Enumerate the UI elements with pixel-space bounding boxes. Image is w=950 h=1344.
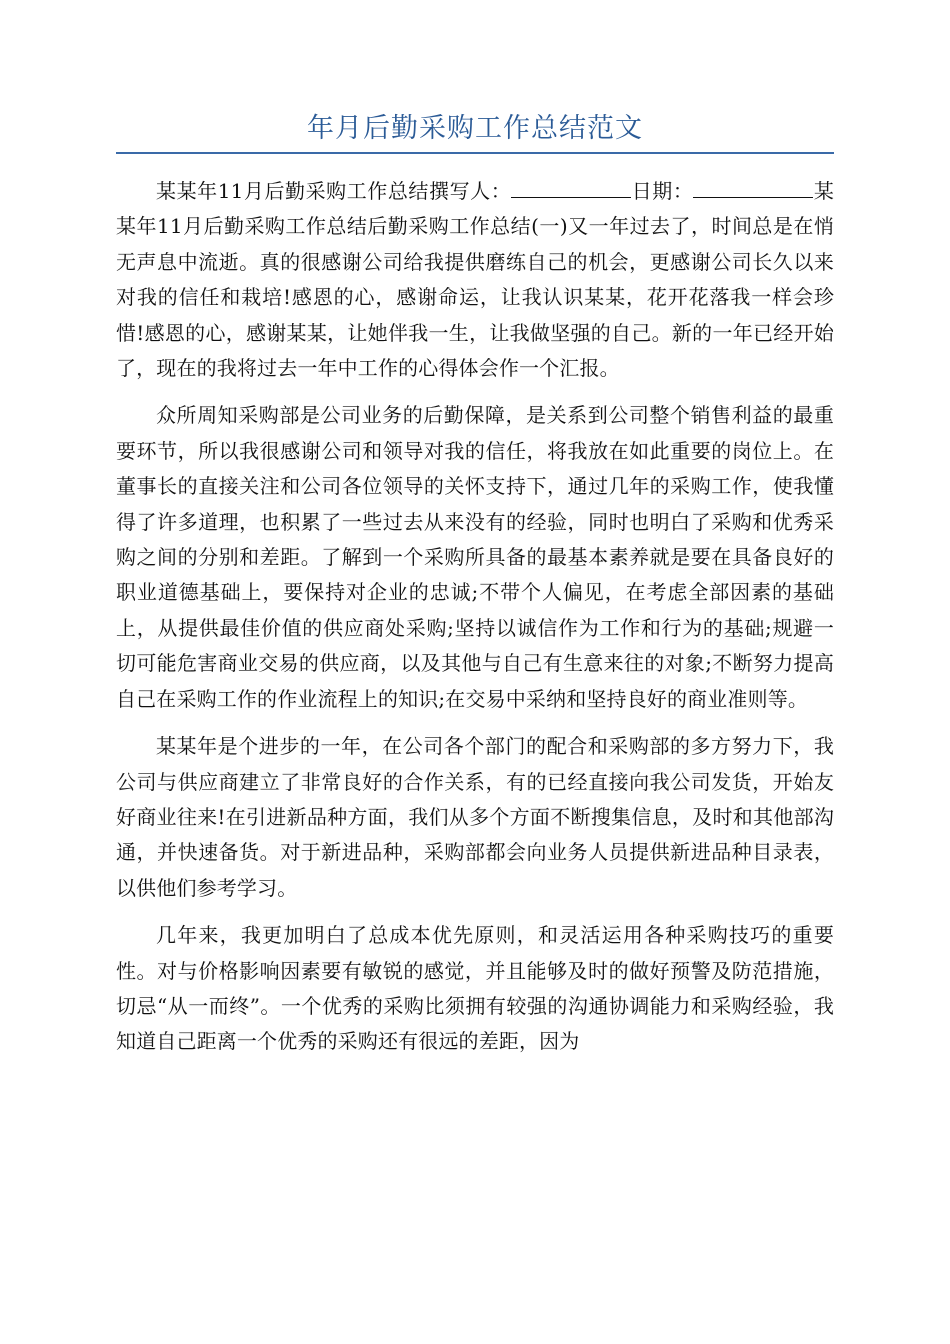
paragraph: 几年来，我更加明白了总成本优先原则，和灵活运用各种采购技巧的重要性。对与价格影响因素要有敏锐的感觉，并且能够及时的做好预警及防范措施，切忌“从一而终”。一个优秀的采购比须拥有较强的沟通协调能力和采购经验，我知道自己距离一个优秀的采购还有很远的差距，因为	[116, 923, 834, 1054]
title-underline	[116, 152, 834, 154]
paragraph: 某某年是个进步的一年，在公司各个部门的配合和采购部的多方努力下，我公司与供应商建立了非常良好的合作关系，有的已经直接向我公司发货，开始友好商业往来!在引进新品种方面，我们从多个方面不断搜集信息，及时和其他部沟通，并快速备货。对于新进品种，采购部都会向业务人员提供新进品种目录表，以供他们参考学习。	[116, 734, 834, 900]
author-blank	[511, 177, 631, 198]
intro-date-label: 日期：	[631, 179, 694, 203]
paragraph-intro	[116, 174, 834, 386]
document-body	[116, 174, 834, 1060]
intro-author-label: 某某年11月后勤采购工作总结撰写人：	[156, 179, 512, 203]
document-page	[116, 0, 834, 1072]
intro-text: 某某年11月后勤采购工作总结后勤采购工作总结(一)又一年过去了，时间总是在悄无声息中流逝。真的很感谢公司给我提供磨练自己的机会，更感谢公司长久以来对我的信任和栽培!感恩的心，感谢命运，让我认识某某，花开花落我一样会珍惜!感恩的心，感谢某某，让她伴我一生，让我做坚强的自己。新的一年已经开始了，现在的我将过去一年中工作的心得体会作一个汇报。	[116, 179, 835, 381]
document-title: 年月后勤采购工作总结范文	[307, 113, 643, 144]
date-blank	[693, 177, 813, 198]
paragraph: 众所周知采购部是公司业务的后勤保障，是关系到公司整个销售利益的最重要环节，所以我很感谢公司和领导对我的信任，将我放在如此重要的岗位上。在董事长的直接关注和公司各位领导的关怀支持下，通过几年的采购工作，使我懂得了许多道理，也积累了一些过去从来没有的经验，同时也明白了采购和优秀采购之间的分别和差距。了解到一个采购所具备的最基本素养就是要在具备良好的职业道德基础上，要保持对企业的忠诚;不带个人偏见，在考虑全部因素的基础上，从提供最佳价值的供应商处采购;坚持以诚信作为工作和行为的基础;规避一切可能危害商业交易的供应商，以及其他与自己有生意来往的对象;不断努力提高自己在采购工作的作业流程上的知识;在交易中采纳和坚持良好的商业准则等。	[116, 403, 834, 711]
